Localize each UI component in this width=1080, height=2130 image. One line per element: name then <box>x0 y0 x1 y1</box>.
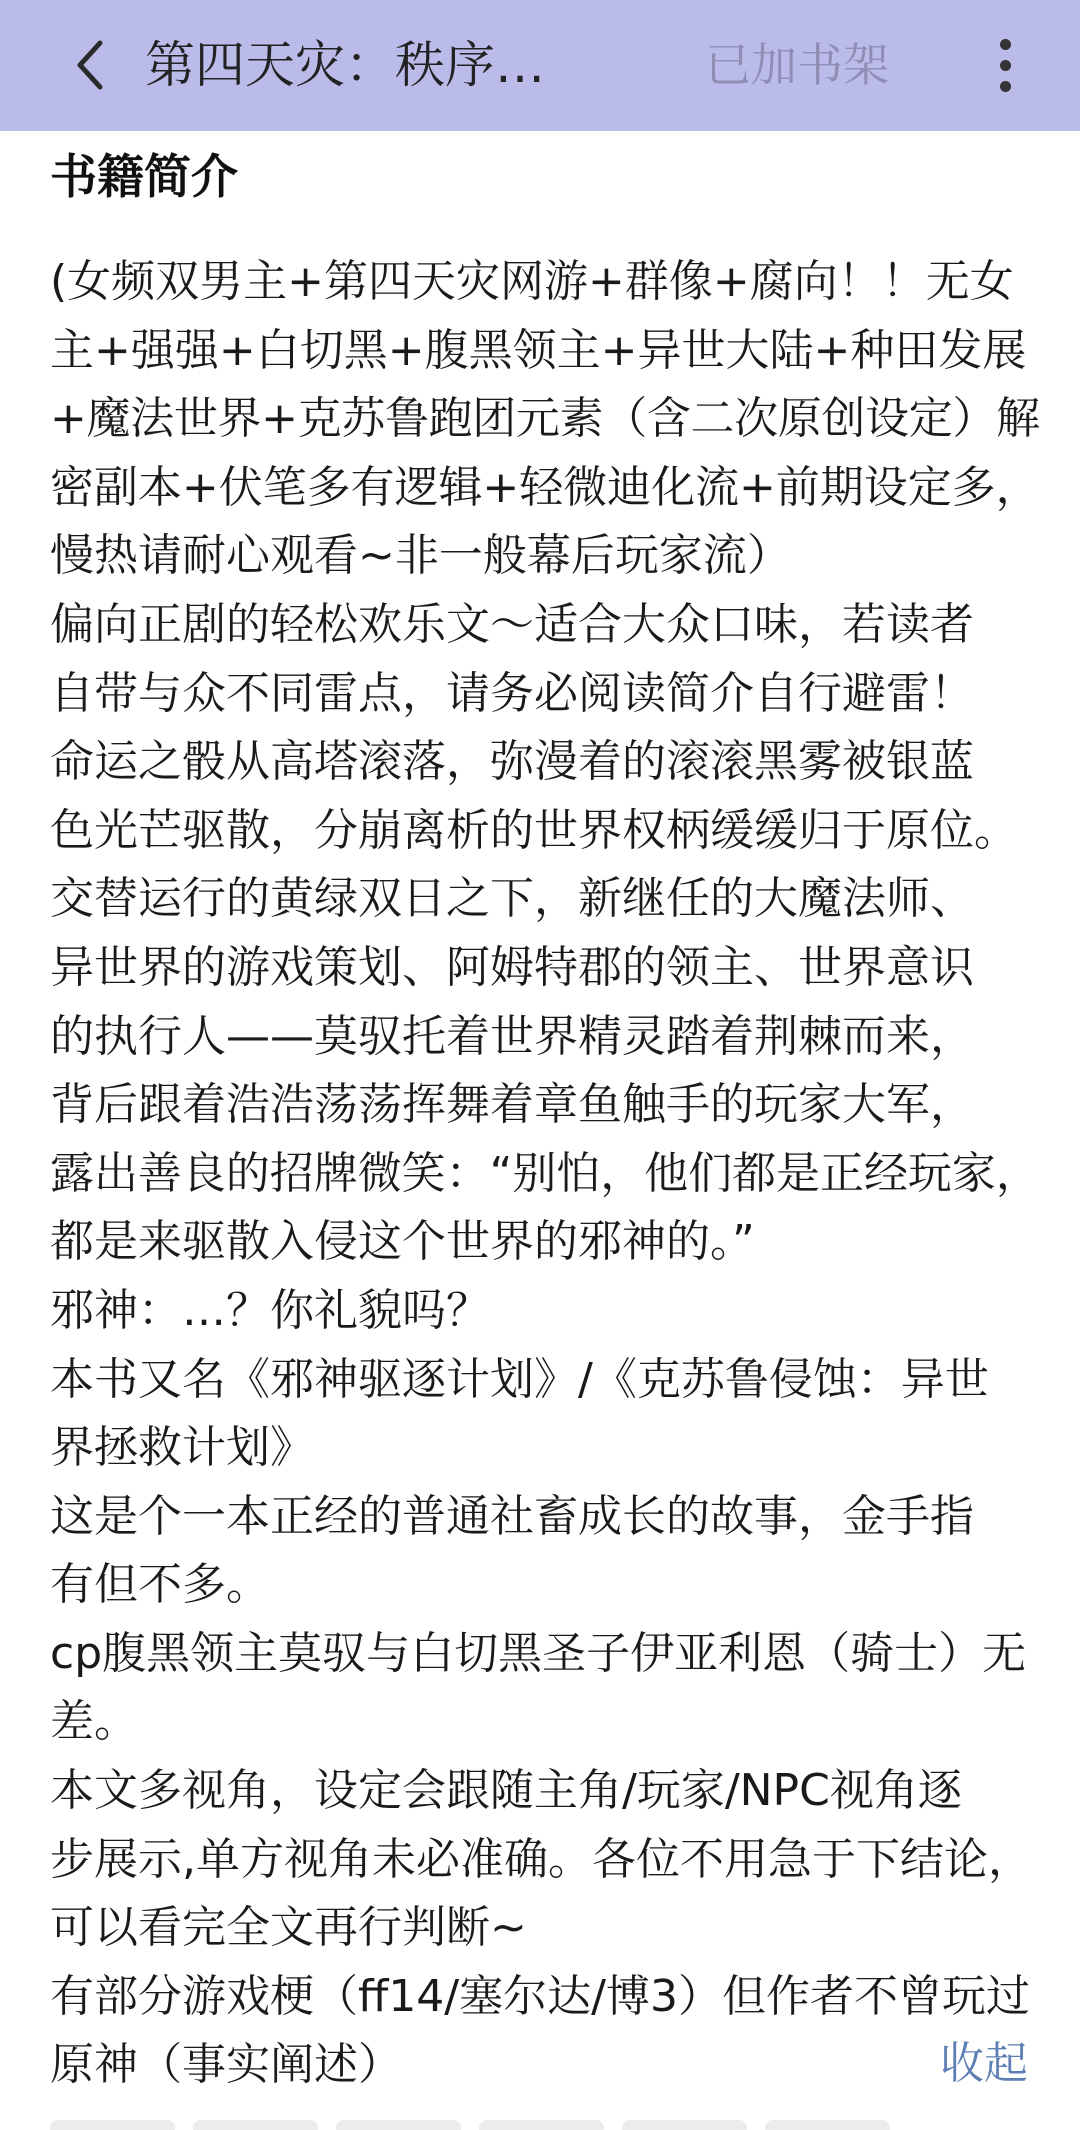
intro-line: 慢热请耐心观看~非一般幕后玩家流） <box>50 530 791 582</box>
intro-line: 本文多视角，设定会跟随主角/玩家/NPC视角逐 <box>50 1765 962 1817</box>
tag-chip[interactable] <box>336 2120 461 2130</box>
tag-chip[interactable] <box>50 2120 175 2130</box>
intro-line: 色光芒驱散，分崩离析的世界权柄缓缓归于原位。 <box>50 804 1018 856</box>
intro-line: 密副本+伏笔多有逻辑+轻微迪化流+前期设定多， <box>50 461 1040 513</box>
intro-line: (女频双男主+第四天灾网游+群像+腐向！！无女 <box>50 256 1014 307</box>
top-bar <box>0 0 1080 131</box>
intro-line: 背后跟着浩浩荡荡挥舞着章鱼触手的玩家大军， <box>50 1079 974 1131</box>
intro-line: 界拯救计划》 <box>50 1422 314 1474</box>
intro-line: 偏向正剧的轻松欢乐文～适合大众口味，若读者 <box>50 598 974 650</box>
tag-chip[interactable] <box>193 2120 318 2130</box>
collapse-button[interactable]: 收起 <box>940 2038 1028 2089</box>
intro-line: +魔法世界+克苏鲁跑团元素（含二次原创设定）解 <box>50 393 1040 445</box>
intro-line: 本书又名《邪神驱逐计划》/《克苏鲁侵蚀：异世 <box>50 1353 989 1405</box>
intro-heading: 书籍简介 <box>50 150 238 205</box>
more-vertical-icon <box>1000 81 1011 92</box>
more-options-button[interactable] <box>980 30 1030 100</box>
more-vertical-icon <box>1000 60 1011 71</box>
more-vertical-icon <box>1000 39 1011 50</box>
back-button[interactable] <box>50 25 130 105</box>
intro-line: 步展示,单方视角未必准确。各位不用急于下结论， <box>50 1833 1032 1885</box>
chevron-left-icon <box>70 37 110 93</box>
intro-line: 命运之骰从高塔滚落，弥漫着的滚滚黑雾被银蓝 <box>50 736 974 788</box>
intro-line: 可以看完全文再行判断~ <box>50 1902 527 1954</box>
tag-chip[interactable] <box>622 2120 747 2130</box>
intro-line: 异世界的游戏策划、阿姆特郡的领主、世界意识 <box>50 941 974 993</box>
intro-line: 差。 <box>50 1696 138 1748</box>
intro-line: 露出善良的招牌微笑：“别怕，他们都是正经玩家， <box>50 1147 1040 1199</box>
intro-line: 自带与众不同雷点，请务必阅读简介自行避雷！ <box>50 667 974 719</box>
tag-chip[interactable] <box>479 2120 604 2130</box>
intro-line: cp腹黑领主莫驭与白切黑圣子伊亚利恩（骑士）无 <box>50 1627 1027 1679</box>
intro-line: 都是来驱散入侵这个世界的邪神的。” <box>50 1216 755 1268</box>
intro-line: 的执行人——莫驭托着世界精灵踏着荆棘而来， <box>50 1010 974 1062</box>
tag-chip[interactable] <box>765 2120 890 2130</box>
intro-line: 交替运行的黄绿双日之下，新继任的大魔法师、 <box>50 873 974 925</box>
intro-line: 主+强强+白切黑+腹黑领主+异世大陆+种田发展 <box>50 324 1027 376</box>
book-title: 第四天灾：秩序… <box>145 36 545 94</box>
shelf-status-button[interactable]: 已加书架 <box>705 38 889 92</box>
intro-line: 原神（事实阐述） <box>50 2039 402 2091</box>
intro-line: 有但不多。 <box>50 1559 270 1611</box>
intro-line: 有部分游戏梗（ff14/塞尔达/博3）但作者不曾玩过 <box>50 1970 1030 2022</box>
intro-text <box>50 248 1040 2100</box>
intro-line: 这是个一本正经的普通社畜成长的故事，金手指 <box>50 1490 974 1542</box>
intro-line: 邪神：…？你礼貌吗？ <box>50 1284 490 1336</box>
tag-row <box>50 2120 1040 2130</box>
